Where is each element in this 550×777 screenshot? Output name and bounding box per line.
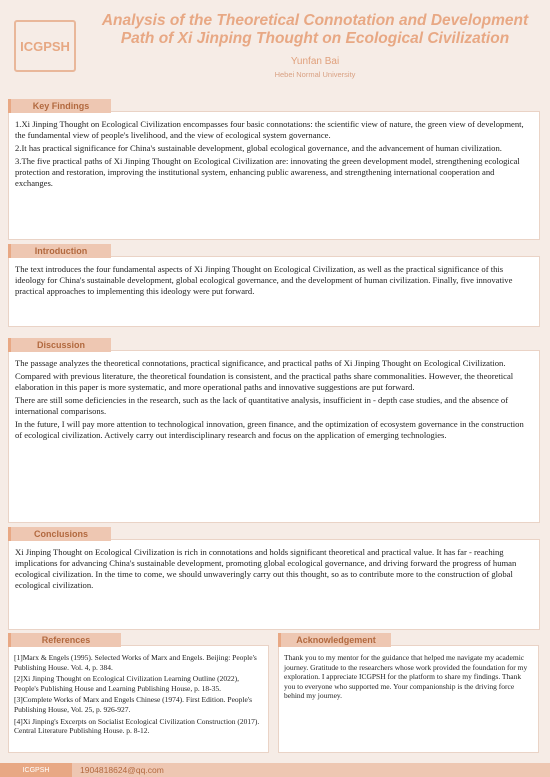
key-findings-heading: Key Findings (8, 99, 111, 113)
title-line-2: Path of Xi Jinping Thought on Ecological Civilization (120, 30, 510, 47)
key-finding-item: 3.The five practical paths of Xi Jinping Thought on Ecological Civilization are: innovating the green development model, strengthening ecological protection and restoration, improving the institutional system, enhancing public awareness, and strengthening international cooperation and exchanges. (15, 156, 520, 188)
discussion-paragraph: In the future, I will pay more attention to technological innovation, green finance, and the optimization of ecosystem governance in the construction of ecological civilization. Actively carry out interdisciplinary research and focus on the application of emerging technologies. (15, 419, 524, 440)
key-finding-item: 2.It has practical significance for China's sustainable development, global ecological governance, and the advancement of human civilization. (15, 143, 502, 153)
conclusions-body (8, 539, 540, 630)
conclusions-text: Xi Jinping Thought on Ecological Civilization is rich in connotations and holds significant theoretical and practical value. It has far - reaching implications for advancing China's sustainable development, promoting global ecological governance, and driving forward the progress of human ecological civilization. In the time to come, we should unwaveringly carry out this thought, so as to contribute more to the construction of global ecological civilization. (15, 547, 517, 590)
author-name: Yunfan Bai (290, 56, 340, 67)
contact-email[interactable]: 1904818624@qq.com (80, 765, 164, 775)
reference-item: [2]Xi Jinping Thought on Ecological Civilization Learning Outline (2022), People's Publishing House and Learning Publishing House, p. 18-35. (14, 674, 240, 693)
acknowledgement-heading: Acknowledgement (278, 633, 391, 647)
footer-bar (0, 763, 550, 777)
discussion-heading: Discussion (8, 338, 111, 352)
discussion-paragraph: There are still some deficiencies in the research, such as the lack of quantitative analysis, insufficient in - depth case studies, and the absence of international comparisons. (15, 395, 509, 416)
introduction-heading: Introduction (8, 244, 111, 258)
references-body (8, 645, 269, 753)
conclusions-heading: Conclusions (8, 527, 111, 541)
title-line-1: Analysis of the Theoretical Connotation and Development (101, 12, 529, 29)
references-heading: References (8, 633, 121, 647)
footer-tag: ICGPSH (0, 763, 72, 777)
reference-item: [1]Marx & Engels (1995). Selected Works of Marx and Engels. Beijing: People's Publishing House. Vol. 4, p. 384. (14, 653, 257, 672)
conclusions-section (8, 524, 540, 630)
introduction-section (8, 241, 540, 327)
reference-item: [4]Xi Jinping's Excerpts on Socialist Ecological Civilization Construction (2017). Central Literature Publishing House. p. 8-12. (14, 716, 260, 736)
discussion-section (8, 335, 540, 523)
key-findings-section (8, 96, 540, 240)
key-findings-body (8, 111, 540, 240)
acknowledgement-section (278, 630, 539, 753)
references-section (8, 630, 269, 753)
affiliation: Hebei Normal University (274, 70, 356, 79)
acknowledgement-body (278, 645, 539, 753)
discussion-paragraph: The passage analyzes the theoretical connotations, practical significance, and practical paths of Xi Jinping Thought on Ecological Civilization. (15, 358, 506, 368)
reference-item: [3]Complete Works of Marx and Engels Chinese (1974). First Edition. People's Publishing House, Vol. 25, p. 926-927. (14, 695, 253, 714)
introduction-body (8, 256, 540, 327)
introduction-text: The text introduces the four fundamental aspects of Xi Jinping Thought on Ecological Civilization, as well as the practical significance of this ideology for China's sustainable development, global ecological governance, and the development of human civilization. Finally, five innovative practical approaches to implementing this ideology were put forward. (15, 264, 513, 296)
key-finding-item: 1.Xi Jinping Thought on Ecological Civilization encompasses four basic connotations: the scientific view of nature, the green view of development, the fundamental view of people's livelihood, and the view of ecological system governance. (15, 119, 524, 140)
acknowledgement-text: Thank you to my mentor for the guidance that helped me navigate my academic journey. Gratitude to the researchers whose work provided the foundation for my exploration. I appreciate ICGPSH for the platform to share my findings. Thank you to everyone who supported me. Your companionship is the driving force behind my journey. (284, 653, 528, 701)
discussion-paragraph: Compared with previous literature, the theoretical foundation is consistent, and the practical paths share commonalities. However, the theoretical elaboration in this paper is more systematic, and more operational paths and innovative suggestions are put forward. (15, 371, 514, 392)
discussion-body (8, 350, 540, 523)
poster-header (90, 12, 540, 79)
poster-title (90, 12, 540, 48)
icgpsh-logo: ICGPSH (14, 20, 76, 72)
